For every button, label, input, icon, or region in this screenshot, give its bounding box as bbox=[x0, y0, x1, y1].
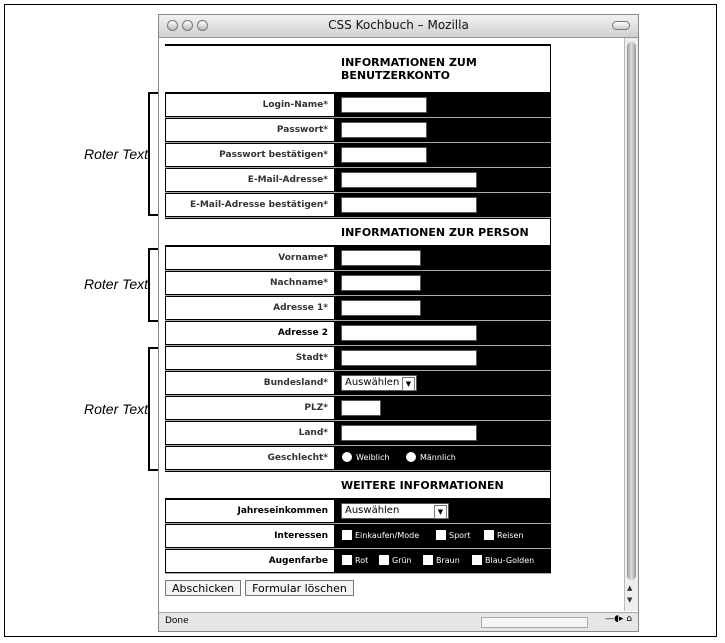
field-label: Passwort* bbox=[165, 118, 335, 142]
field-label: Geschlecht* bbox=[165, 446, 335, 470]
checkbox-icon[interactable] bbox=[484, 530, 494, 540]
interest-shopping-checkbox[interactable]: Einkaufen/Mode bbox=[342, 530, 419, 540]
annotation-label: Roter Text bbox=[84, 401, 149, 417]
password-input[interactable] bbox=[341, 122, 427, 138]
gender-male-option[interactable]: Männlich bbox=[406, 452, 456, 462]
eye-green-checkbox[interactable]: Grün bbox=[379, 555, 412, 565]
form-row bbox=[165, 246, 551, 271]
field-label: Vorname* bbox=[165, 246, 335, 270]
vertical-scrollbar[interactable] bbox=[624, 38, 638, 611]
form-row bbox=[165, 321, 551, 346]
scroll-thumb[interactable] bbox=[627, 42, 636, 580]
chevron-down-icon: ▼ bbox=[434, 505, 447, 519]
checkbox-icon[interactable] bbox=[423, 555, 433, 565]
form-row bbox=[165, 346, 551, 371]
interest-travel-checkbox[interactable]: Reisen bbox=[484, 530, 524, 540]
chevron-down-icon: ▼ bbox=[402, 377, 415, 391]
form-row bbox=[165, 271, 551, 296]
state-select[interactable]: Auswählen ▼ bbox=[341, 375, 417, 391]
scroll-up-icon[interactable]: ▲ bbox=[627, 584, 633, 592]
reset-button[interactable]: Formular löschen bbox=[245, 580, 354, 596]
first-name-input[interactable] bbox=[341, 250, 421, 266]
field-label: Stadt* bbox=[165, 346, 335, 370]
radio-icon[interactable] bbox=[342, 452, 352, 462]
form-row bbox=[165, 499, 551, 524]
form-row bbox=[165, 421, 551, 446]
interest-sport-checkbox[interactable]: Sport bbox=[436, 530, 470, 540]
section-heading-more: WEITERE INFORMATIONEN bbox=[165, 471, 551, 499]
field-label: E-Mail-Adresse* bbox=[165, 168, 335, 192]
status-icons: —◖▸ ⌂ bbox=[605, 614, 632, 624]
form-row bbox=[165, 118, 551, 143]
scroll-down-icon[interactable]: ▼ bbox=[627, 596, 633, 604]
registration-form bbox=[165, 44, 551, 574]
address2-input[interactable] bbox=[341, 325, 477, 341]
field-label: Passwort bestätigen* bbox=[165, 143, 335, 167]
submit-button[interactable]: Abschicken bbox=[165, 580, 241, 596]
checkbox-icon[interactable] bbox=[342, 530, 352, 540]
form-row bbox=[165, 193, 551, 218]
login-name-input[interactable] bbox=[341, 97, 427, 113]
checkbox-icon[interactable] bbox=[436, 530, 446, 540]
radio-icon[interactable] bbox=[406, 452, 416, 462]
field-label: Nachname* bbox=[165, 271, 335, 295]
gender-female-option[interactable]: Weiblich bbox=[342, 452, 390, 462]
field-label: Jahreseinkommen bbox=[165, 499, 335, 523]
address1-input[interactable] bbox=[341, 300, 421, 316]
section-heading-person: INFORMATIONEN ZUR PERSON bbox=[165, 218, 551, 246]
titlebar bbox=[159, 15, 638, 38]
eye-red-checkbox[interactable]: Rot bbox=[342, 555, 368, 565]
password-confirm-input[interactable] bbox=[341, 147, 427, 163]
email-input[interactable] bbox=[341, 172, 477, 188]
eye-bluegold-checkbox[interactable]: Blau-Golden bbox=[472, 555, 534, 565]
progress-bar bbox=[481, 617, 588, 628]
last-name-input[interactable] bbox=[341, 275, 421, 291]
checkbox-icon[interactable] bbox=[379, 555, 389, 565]
field-label: Interessen bbox=[165, 524, 335, 548]
section-heading-account: INFORMATIONEN ZUM BENUTZERKONTO bbox=[165, 44, 551, 93]
status-bar bbox=[159, 612, 638, 631]
field-label: Login-Name* bbox=[165, 93, 335, 117]
form-row bbox=[165, 296, 551, 321]
form-row bbox=[165, 143, 551, 168]
field-label: PLZ* bbox=[165, 396, 335, 420]
annotation-label: Roter Text bbox=[84, 276, 149, 292]
checkbox-icon[interactable] bbox=[472, 555, 482, 565]
annotation-label: Roter Text bbox=[84, 146, 149, 162]
field-label: Augenfarbe bbox=[165, 549, 335, 573]
form-row bbox=[165, 524, 551, 549]
city-input[interactable] bbox=[341, 350, 477, 366]
window-title: CSS Kochbuch – Mozilla bbox=[328, 18, 469, 32]
field-label: Land* bbox=[165, 421, 335, 445]
form-row bbox=[165, 93, 551, 118]
form-row bbox=[165, 168, 551, 193]
toolbar-toggle-button[interactable] bbox=[612, 21, 630, 30]
field-label: E-Mail-Adresse bestätigen* bbox=[165, 193, 335, 217]
field-label: Adresse 1* bbox=[165, 296, 335, 320]
form-row bbox=[165, 371, 551, 396]
status-text: Done bbox=[165, 616, 189, 626]
form-buttons bbox=[165, 580, 354, 596]
form-row bbox=[165, 446, 551, 471]
eye-brown-checkbox[interactable]: Braun bbox=[423, 555, 460, 565]
checkbox-icon[interactable] bbox=[342, 555, 352, 565]
email-confirm-input[interactable] bbox=[341, 197, 477, 213]
field-label: Adresse 2 bbox=[165, 321, 335, 345]
form-row bbox=[165, 396, 551, 421]
form-row bbox=[165, 549, 551, 574]
country-input[interactable] bbox=[341, 425, 477, 441]
zip-input[interactable] bbox=[341, 400, 381, 416]
income-select[interactable]: Auswählen ▼ bbox=[341, 503, 449, 519]
field-label: Bundesland* bbox=[165, 371, 335, 395]
